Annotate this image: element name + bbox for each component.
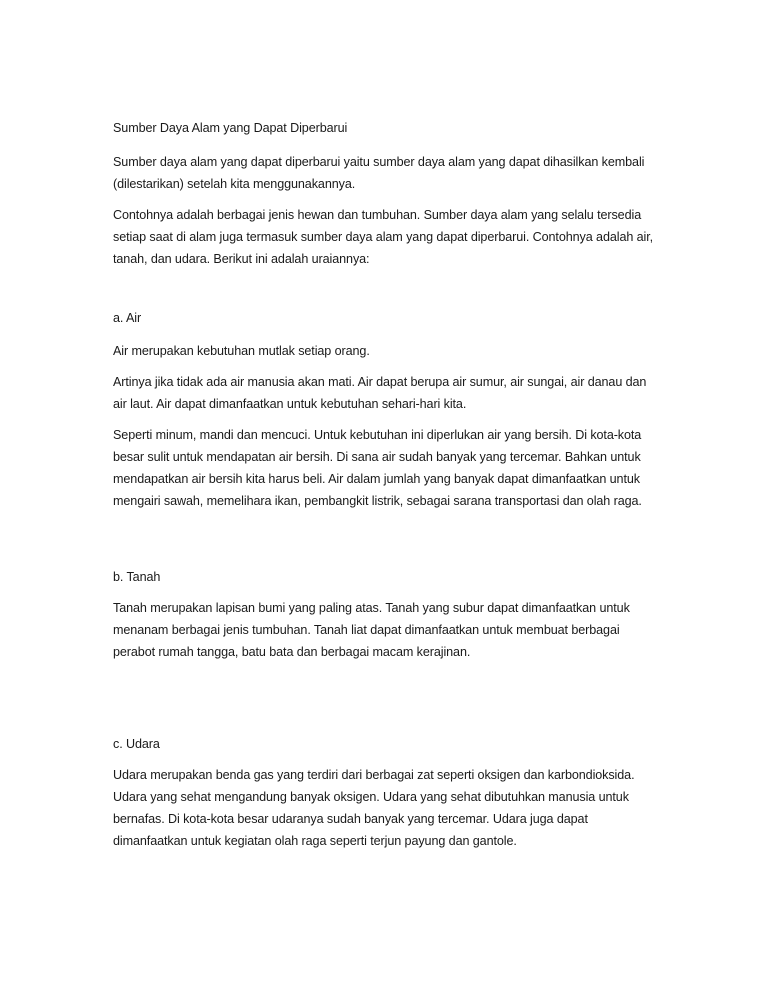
section-heading-tanah: b. Tanah xyxy=(113,570,161,584)
intro-paragraph: Sumber daya alam yang dapat diperbarui yaitu sumber daya alam yang dapat dihasilkan kembali (dilestarikan) setelah kita menggunakannya. xyxy=(113,155,645,191)
section-paragraph: Tanah merupakan lapisan bumi yang paling atas. Tanah yang subur dapat dimanfaatkan untuk menanam berbagai jenis tumbuhan. Tanah liat dapat dimanfaatkan untuk membuat berbagai perabot rumah tangga, batu bata dan berbagai macam kerajinan. xyxy=(113,601,630,659)
section-paragraph: Udara merupakan benda gas yang terdiri dari berbagai zat seperti oksigen dan karbondioksida. Udara yang sehat mengandung banyak oksigen. Udara yang sehat dibutuhkan manusia untuk bernafas. Di kota-kota besar udaranya sudah banyak yang tercemar. Udara juga dapat dimanfaatkan untuk kegiatan olah raga seperti terjun payung dan gantole. xyxy=(113,768,635,848)
section-heading-air: a. Air xyxy=(113,311,142,325)
section-paragraph: Artinya jika tidak ada air manusia akan mati. Air dapat berupa air sumur, air sungai, air danau dan air laut. Air dapat dimanfaatkan untuk kebutuhan sehari-hari kita. xyxy=(113,375,647,411)
section-paragraph: Air merupakan kebutuhan mutlak setiap orang. xyxy=(113,344,370,358)
section-paragraph: Seperti minum, mandi dan mencuci. Untuk kebutuhan ini diperlukan air yang bersih. Di kota-kota besar sulit untuk mendapatan air bersih. Di sana air sudah banyak yang tercemar. Bahkan untuk mendapatkan air bersih kita harus beli. Air dalam jumlah yang banyak dapat dimanfaatkan untuk mengairi sawah, memelihara ikan, pembangkit listrik, sebagai sarana transportasi dan olah raga. xyxy=(113,428,642,508)
intro-paragraph: Contohnya adalah berbagai jenis hewan dan tumbuhan. Sumber daya alam yang selalu tersedia setiap saat di alam juga termasuk sumber daya alam yang dapat diperbarui. Contohnya adalah air, tanah, dan udara. Berikut ini adalah uraiannya: xyxy=(113,208,654,266)
section-heading-udara: c. Udara xyxy=(113,737,160,751)
document-title: Sumber Daya Alam yang Dapat Diperbarui xyxy=(113,121,348,135)
